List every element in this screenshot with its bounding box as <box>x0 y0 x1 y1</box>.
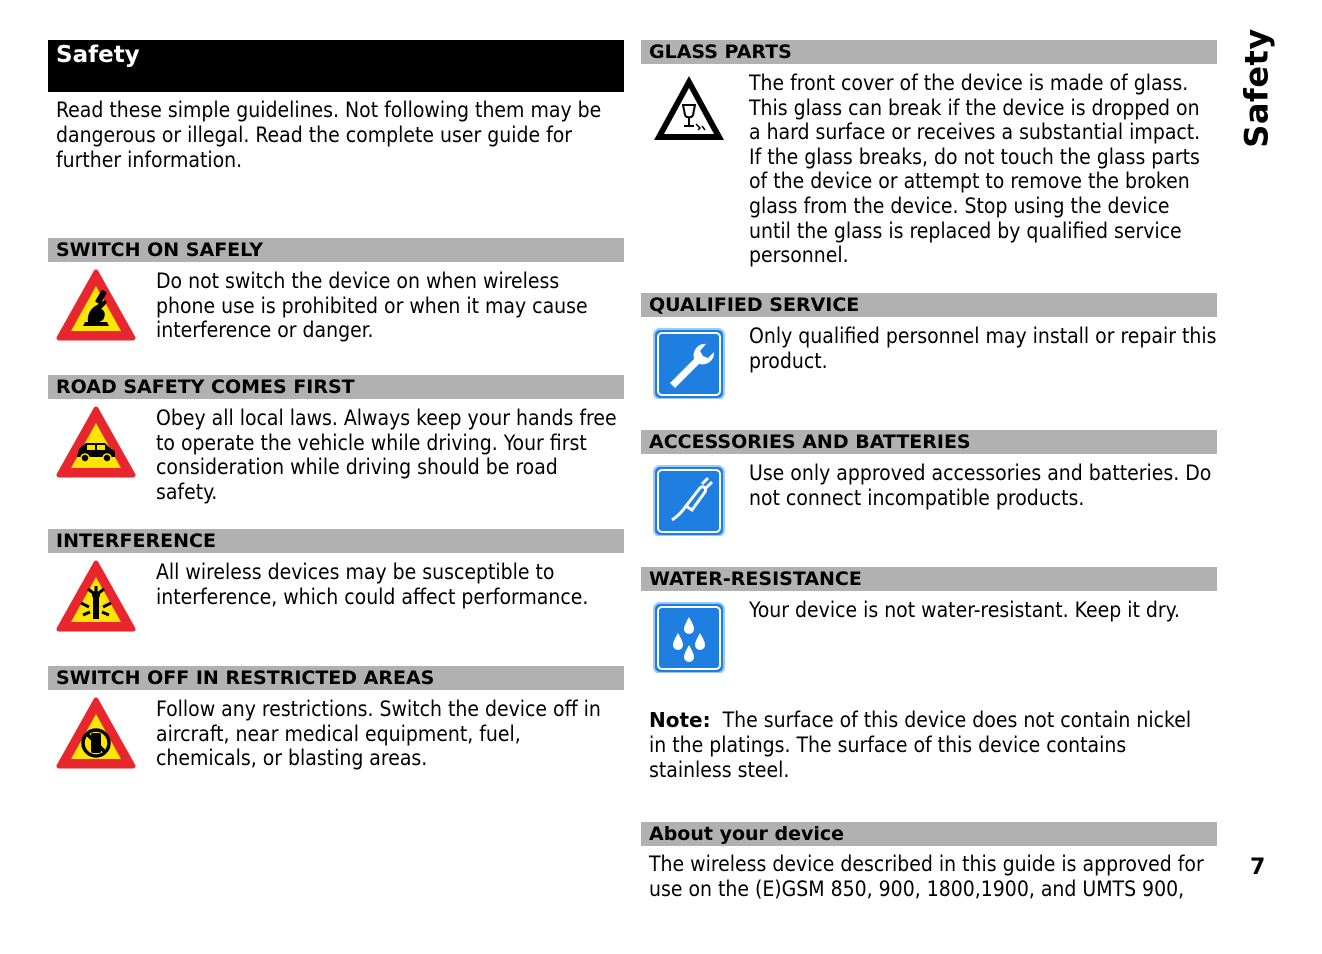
section-heading: ROAD SAFETY COMES FIRST <box>48 375 624 399</box>
about-text: The wireless device described in this guide is approved for use on the (E)GSM 850, 900, 1800,1900, and UMTS 900, <box>649 852 1204 901</box>
section-accessories <box>641 430 1217 567</box>
no-phone-warning-icon <box>55 696 137 772</box>
hand-phone-warning-icon <box>55 268 137 344</box>
chapter-tab-label: Safety <box>1238 28 1277 148</box>
chapter-tab <box>1237 28 1277 148</box>
section-qualified-service <box>641 293 1217 430</box>
page-title: Safety <box>48 40 624 92</box>
section-glass-parts <box>641 40 1217 293</box>
interference-warning-icon <box>55 559 137 635</box>
note-label: Note: <box>649 708 711 732</box>
section-heading: GLASS PARTS <box>641 40 1217 64</box>
section-text: All wireless devices may be susceptible to interference, which could affect performance. <box>156 560 589 609</box>
section-interference <box>48 529 624 666</box>
note-paragraph <box>641 708 1217 822</box>
note-text: The surface of this device does not contain nickel in the platings. The surface of this device contains stainless steel. <box>649 708 1192 782</box>
car-warning-icon <box>55 405 137 481</box>
section-switch-on-safely <box>48 238 624 375</box>
section-text: Use only approved accessories and batteries. Do not connect incompatible products. <box>749 461 1212 510</box>
section-road-safety <box>48 375 624 529</box>
section-about-device <box>641 822 1217 901</box>
water-drops-icon <box>648 597 730 673</box>
section-text: The front cover of the device is made of glass. This glass can break if the device is dropped on a hard surface or receives a substantial impact. If the glass breaks, do not touch the glass parts of the device or attempt to remove the broken glass from the device. Stop using the device until the glass is replaced by qualified service personnel. <box>749 71 1201 268</box>
page-number: 7 <box>1250 855 1266 880</box>
wrench-icon <box>648 323 730 399</box>
glass-warning-icon <box>648 70 730 146</box>
right-column <box>641 40 1217 901</box>
section-water-resistance <box>641 567 1217 708</box>
plug-icon <box>648 460 730 536</box>
section-heading: WATER-RESISTANCE <box>641 567 1217 591</box>
intro-text: Read these simple guidelines. Not following them may be dangerous or illegal. Read the complete user guide for further information. <box>56 98 602 172</box>
section-restricted-areas <box>48 666 624 790</box>
section-text: Do not switch the device on when wireless phone use is prohibited or when it may cause interference or danger. <box>156 269 588 343</box>
section-heading: ACCESSORIES AND BATTERIES <box>641 430 1217 454</box>
section-text: Only qualified personnel may install or repair this product. <box>749 324 1217 373</box>
section-heading: About your device <box>641 822 1217 846</box>
section-text: Obey all local laws. Always keep your hands free to operate the vehicle while driving. Your first consideration while driving should be road safety. <box>156 406 617 504</box>
section-text: Your device is not water-resistant. Keep it dry. <box>749 598 1180 622</box>
section-heading: SWITCH ON SAFELY <box>48 238 624 262</box>
section-heading: SWITCH OFF IN RESTRICTED AREAS <box>48 666 624 690</box>
section-heading: INTERFERENCE <box>48 529 624 553</box>
section-text: Follow any restrictions. Switch the device off in aircraft, near medical equipment, fuel, chemicals, or blasting areas. <box>156 697 601 771</box>
section-heading: QUALIFIED SERVICE <box>641 293 1217 317</box>
left-column <box>48 40 624 790</box>
